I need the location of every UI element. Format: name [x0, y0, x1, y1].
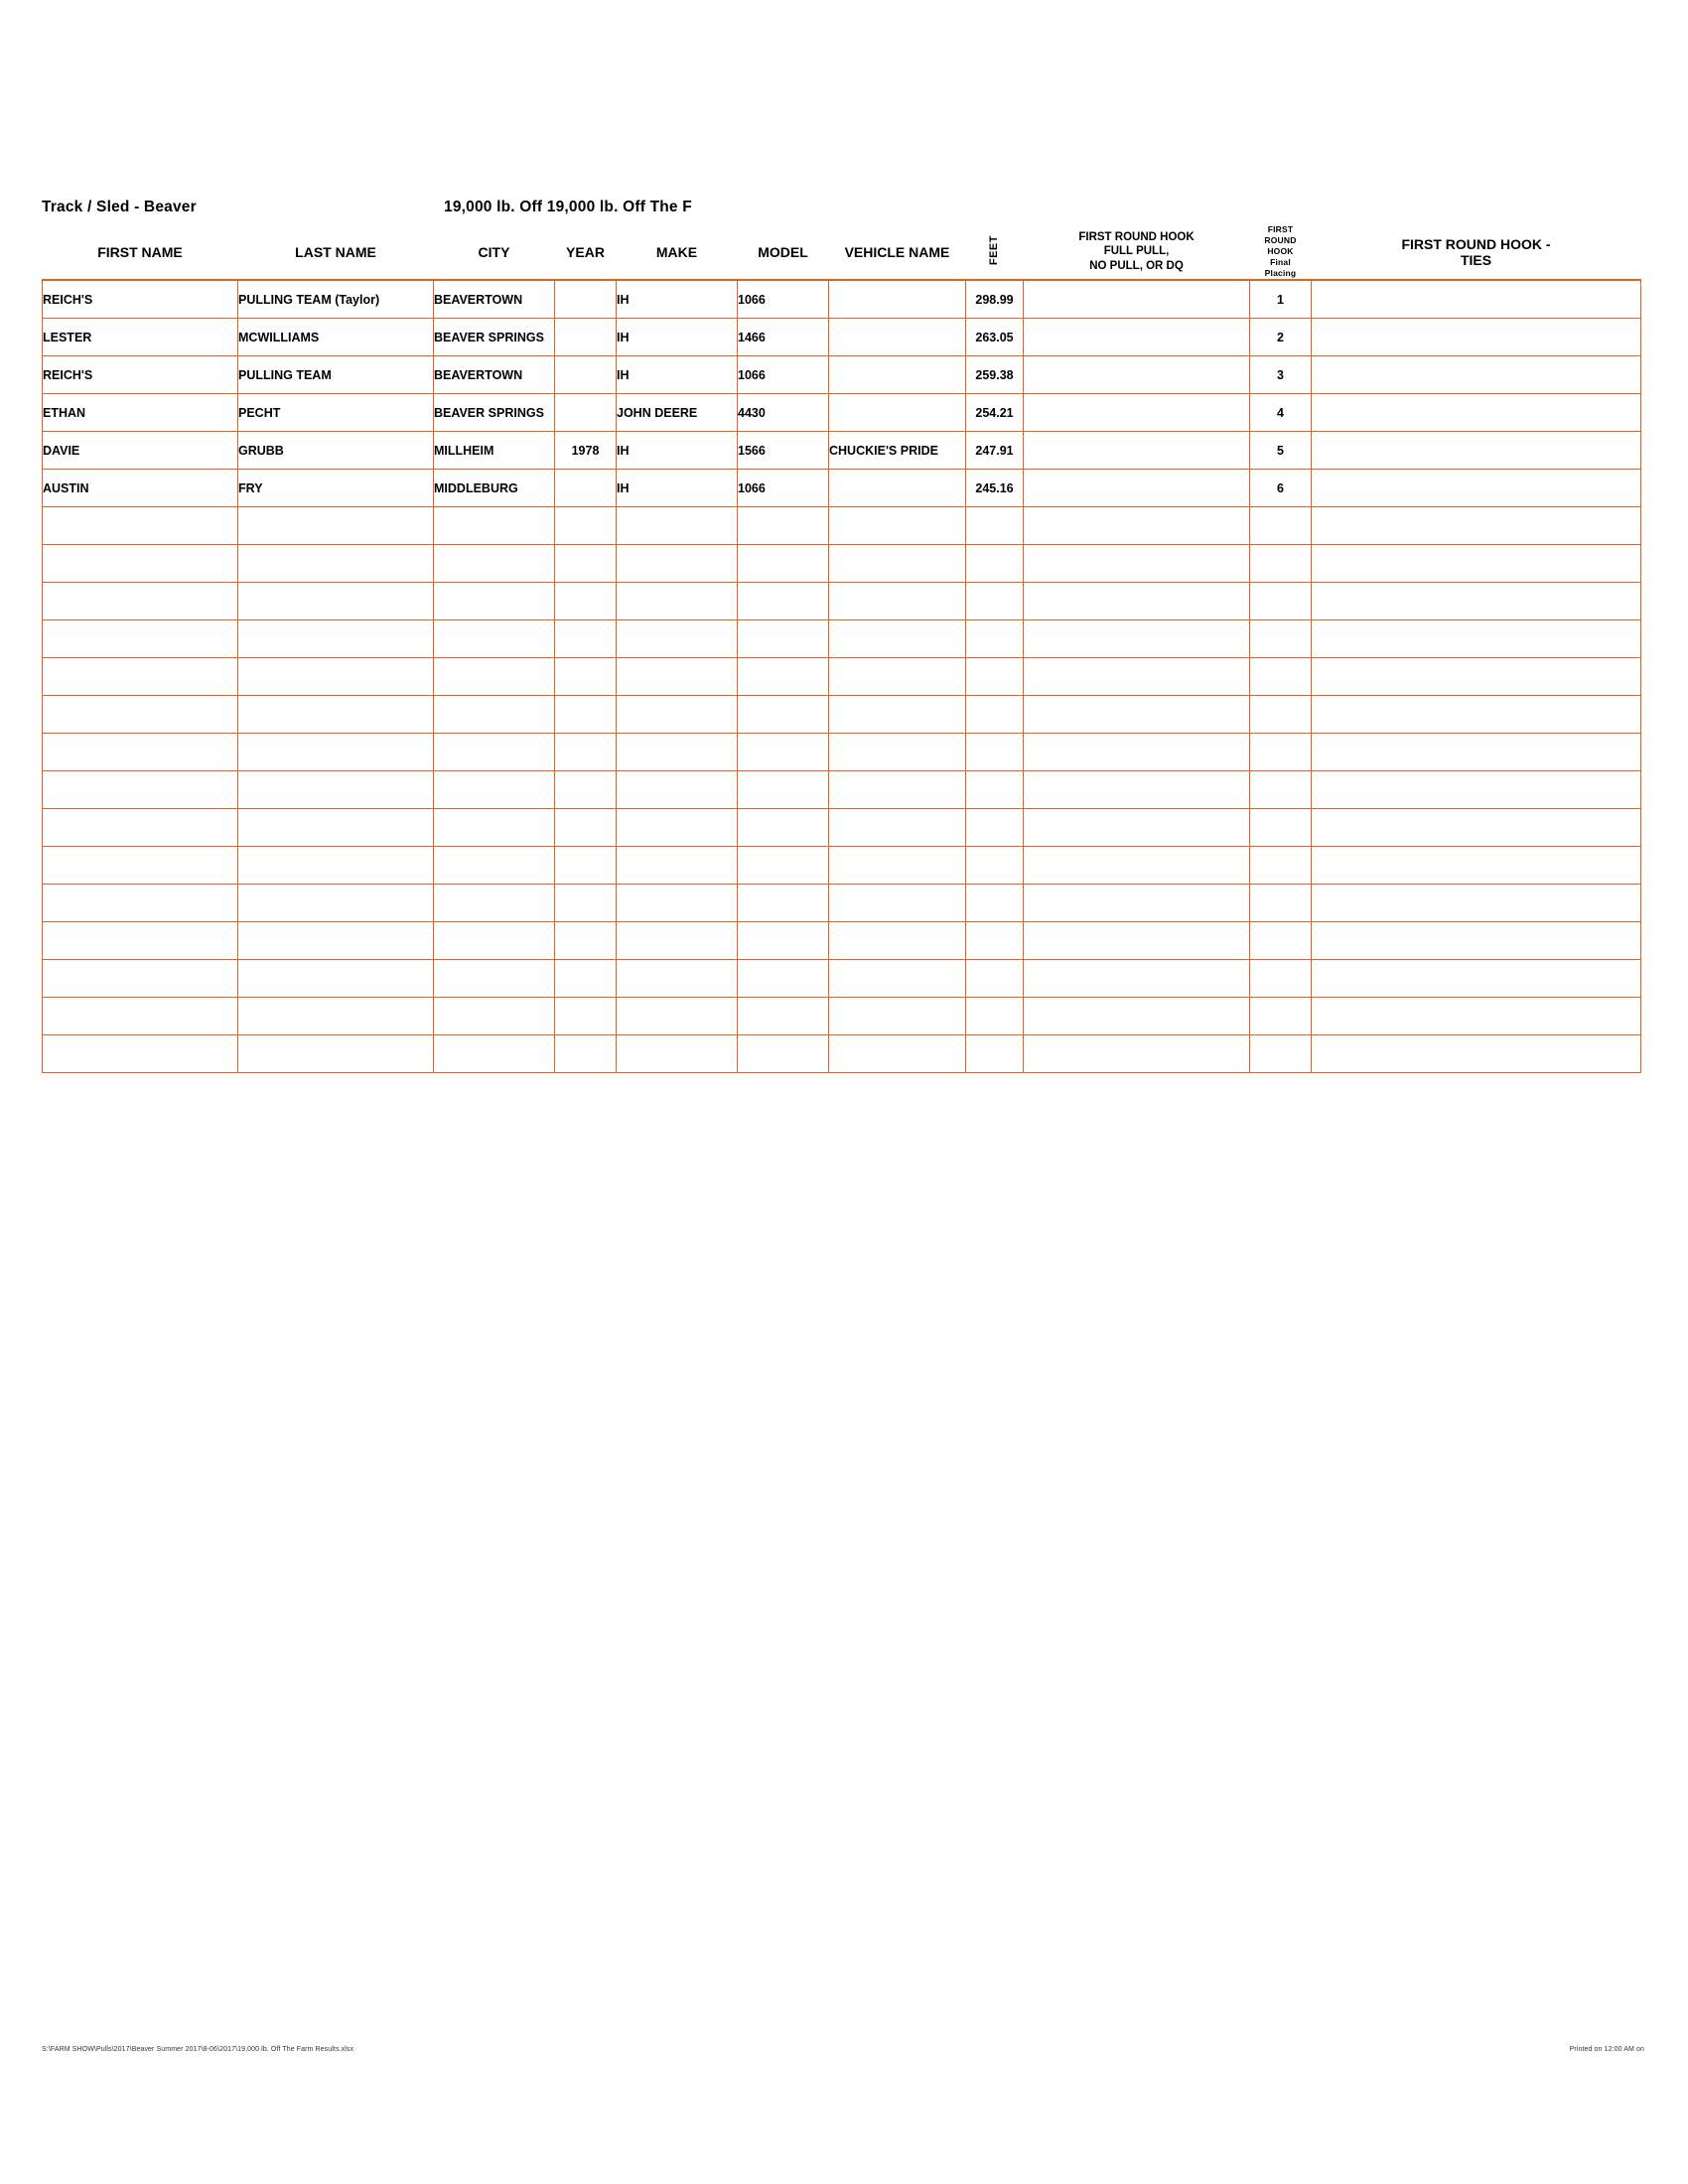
- cell-make: [617, 620, 738, 658]
- cell-first_round_hook: [1024, 960, 1250, 998]
- table-header: [43, 224, 1641, 280]
- col-header-first-round-hook: [1024, 224, 1250, 280]
- cell-feet: [966, 809, 1024, 847]
- cell-model: [738, 847, 829, 885]
- cell-last_name: [238, 1035, 434, 1073]
- cell-model: [738, 809, 829, 847]
- cell-city: [434, 507, 555, 545]
- cell-first_name: [43, 809, 238, 847]
- table-row: [43, 771, 1641, 809]
- placing-line-4: Final: [1270, 257, 1291, 268]
- cell-model: [738, 658, 829, 696]
- cell-make: [617, 734, 738, 771]
- cell-year: [555, 847, 617, 885]
- cell-ties: [1312, 658, 1641, 696]
- cell-year: [555, 583, 617, 620]
- cell-make: IH: [617, 280, 738, 319]
- full-pull-line-2: FULL PULL,: [1103, 245, 1170, 258]
- cell-model: [738, 998, 829, 1035]
- table-row: [43, 280, 1641, 319]
- cell-first_name: ETHAN: [43, 394, 238, 432]
- table-row: [43, 734, 1641, 771]
- cell-first_name: AUSTIN: [43, 470, 238, 507]
- table-row: [43, 507, 1641, 545]
- cell-final_placing: [1250, 583, 1312, 620]
- cell-first_name: [43, 583, 238, 620]
- cell-year: [555, 356, 617, 394]
- cell-first_round_hook: [1024, 771, 1250, 809]
- cell-model: 1466: [738, 319, 829, 356]
- cell-year: [555, 809, 617, 847]
- cell-feet: [966, 734, 1024, 771]
- table-row: [43, 960, 1641, 998]
- cell-final_placing: 2: [1250, 319, 1312, 356]
- cell-first_name: [43, 734, 238, 771]
- cell-model: 1066: [738, 470, 829, 507]
- cell-final_placing: [1250, 658, 1312, 696]
- ties-line-2: TIES: [1460, 251, 1492, 268]
- cell-city: [434, 620, 555, 658]
- cell-make: [617, 885, 738, 922]
- cell-first_round_hook: [1024, 922, 1250, 960]
- col-header-model: MODEL: [758, 243, 808, 260]
- cell-last_name: MCWILLIAMS: [238, 319, 434, 356]
- cell-feet: [966, 507, 1024, 545]
- cell-feet: 263.05: [966, 319, 1024, 356]
- cell-vehicle_name: [829, 960, 966, 998]
- cell-first_round_hook: [1024, 432, 1250, 470]
- cell-first_name: [43, 847, 238, 885]
- cell-first_name: DAVIE: [43, 432, 238, 470]
- cell-first_round_hook: [1024, 696, 1250, 734]
- cell-year: [555, 960, 617, 998]
- table-row: [43, 319, 1641, 356]
- cell-ties: [1312, 885, 1641, 922]
- cell-make: [617, 583, 738, 620]
- placing-line-2: ROUND: [1264, 235, 1297, 246]
- cell-feet: [966, 696, 1024, 734]
- cell-make: [617, 507, 738, 545]
- cell-vehicle_name: [829, 998, 966, 1035]
- full-pull-line-1: FIRST ROUND HOOK: [1078, 231, 1195, 244]
- cell-year: [555, 1035, 617, 1073]
- cell-city: [434, 696, 555, 734]
- cell-vehicle_name: [829, 847, 966, 885]
- cell-final_placing: [1250, 847, 1312, 885]
- table-row: [43, 1035, 1641, 1073]
- table-row: [43, 432, 1641, 470]
- cell-vehicle_name: [829, 356, 966, 394]
- class-title: 19,000 lb. Off 19,000 lb. Off The F: [444, 199, 692, 215]
- cell-model: 4430: [738, 394, 829, 432]
- cell-ties: [1312, 696, 1641, 734]
- cell-first_name: [43, 922, 238, 960]
- cell-feet: [966, 885, 1024, 922]
- cell-final_placing: [1250, 922, 1312, 960]
- cell-make: [617, 658, 738, 696]
- cell-last_name: [238, 583, 434, 620]
- cell-city: [434, 1035, 555, 1073]
- cell-first_name: [43, 771, 238, 809]
- cell-first_name: [43, 620, 238, 658]
- cell-ties: [1312, 356, 1641, 394]
- cell-vehicle_name: [829, 583, 966, 620]
- cell-last_name: [238, 658, 434, 696]
- cell-make: [617, 998, 738, 1035]
- cell-year: 1978: [555, 432, 617, 470]
- cell-ties: [1312, 394, 1641, 432]
- table-row: [43, 922, 1641, 960]
- cell-model: [738, 583, 829, 620]
- cell-make: [617, 847, 738, 885]
- cell-ties: [1312, 847, 1641, 885]
- cell-last_name: [238, 545, 434, 583]
- cell-year: [555, 280, 617, 319]
- cell-feet: [966, 998, 1024, 1035]
- cell-feet: 254.21: [966, 394, 1024, 432]
- col-header-final-placing: [1250, 224, 1312, 280]
- cell-last_name: [238, 809, 434, 847]
- cell-year: [555, 771, 617, 809]
- cell-make: [617, 771, 738, 809]
- table-row: [43, 583, 1641, 620]
- cell-ties: [1312, 583, 1641, 620]
- cell-ties: [1312, 470, 1641, 507]
- cell-year: [555, 620, 617, 658]
- cell-vehicle_name: [829, 280, 966, 319]
- cell-vehicle_name: [829, 771, 966, 809]
- cell-city: MIDDLEBURG: [434, 470, 555, 507]
- cell-city: [434, 998, 555, 1035]
- col-header-city: CITY: [478, 243, 510, 260]
- cell-vehicle_name: [829, 394, 966, 432]
- cell-first_round_hook: [1024, 280, 1250, 319]
- cell-ties: [1312, 998, 1641, 1035]
- cell-year: [555, 998, 617, 1035]
- cell-city: BEAVER SPRINGS: [434, 394, 555, 432]
- cell-city: BEAVERTOWN: [434, 280, 555, 319]
- table-row: [43, 394, 1641, 432]
- cell-make: IH: [617, 432, 738, 470]
- cell-year: [555, 507, 617, 545]
- cell-year: [555, 885, 617, 922]
- cell-model: 1566: [738, 432, 829, 470]
- cell-last_name: [238, 847, 434, 885]
- cell-last_name: [238, 960, 434, 998]
- cell-last_name: GRUBB: [238, 432, 434, 470]
- cell-last_name: [238, 885, 434, 922]
- cell-ties: [1312, 734, 1641, 771]
- cell-ties: [1312, 1035, 1641, 1073]
- cell-model: [738, 771, 829, 809]
- cell-city: [434, 658, 555, 696]
- cell-vehicle_name: [829, 922, 966, 960]
- cell-model: 1066: [738, 356, 829, 394]
- cell-feet: [966, 922, 1024, 960]
- cell-last_name: [238, 620, 434, 658]
- cell-vehicle_name: [829, 658, 966, 696]
- cell-final_placing: [1250, 507, 1312, 545]
- cell-first_round_hook: [1024, 394, 1250, 432]
- cell-last_name: [238, 507, 434, 545]
- cell-feet: [966, 960, 1024, 998]
- cell-final_placing: 1: [1250, 280, 1312, 319]
- cell-first_name: [43, 998, 238, 1035]
- cell-ties: [1312, 620, 1641, 658]
- cell-last_name: [238, 998, 434, 1035]
- cell-first_name: [43, 507, 238, 545]
- full-pull-line-3: NO PULL, OR DQ: [1089, 259, 1184, 272]
- cell-vehicle_name: [829, 620, 966, 658]
- table-row: [43, 545, 1641, 583]
- table-row: [43, 696, 1641, 734]
- header-row: [43, 224, 1641, 280]
- cell-last_name: PULLING TEAM: [238, 356, 434, 394]
- placing-line-5: Placing: [1264, 268, 1297, 279]
- cell-make: IH: [617, 470, 738, 507]
- col-header-vehicle-name: VEHICLE NAME: [844, 243, 950, 260]
- cell-vehicle_name: [829, 1035, 966, 1073]
- cell-ties: [1312, 771, 1641, 809]
- cell-city: [434, 545, 555, 583]
- track-sled-title: Track / Sled - Beaver: [42, 199, 197, 215]
- cell-vehicle_name: CHUCKIE'S PRIDE: [829, 432, 966, 470]
- cell-make: [617, 809, 738, 847]
- cell-feet: [966, 545, 1024, 583]
- cell-city: [434, 734, 555, 771]
- cell-ties: [1312, 280, 1641, 319]
- cell-make: [617, 545, 738, 583]
- table-body: [43, 280, 1641, 1073]
- cell-model: [738, 734, 829, 771]
- table-row: [43, 885, 1641, 922]
- cell-feet: [966, 847, 1024, 885]
- table-row: [43, 809, 1641, 847]
- cell-last_name: [238, 734, 434, 771]
- col-header-make: MAKE: [655, 243, 698, 260]
- cell-ties: [1312, 545, 1641, 583]
- cell-city: [434, 885, 555, 922]
- cell-final_placing: [1250, 734, 1312, 771]
- cell-final_placing: [1250, 885, 1312, 922]
- cell-first_round_hook: [1024, 620, 1250, 658]
- cell-model: [738, 885, 829, 922]
- cell-city: BEAVERTOWN: [434, 356, 555, 394]
- col-header-feet: [966, 224, 1024, 280]
- cell-city: [434, 847, 555, 885]
- cell-model: 1066: [738, 280, 829, 319]
- cell-vehicle_name: [829, 885, 966, 922]
- cell-final_placing: [1250, 545, 1312, 583]
- cell-ties: [1312, 809, 1641, 847]
- cell-first_round_hook: [1024, 507, 1250, 545]
- cell-final_placing: 6: [1250, 470, 1312, 507]
- cell-final_placing: [1250, 998, 1312, 1035]
- cell-city: BEAVER SPRINGS: [434, 319, 555, 356]
- cell-first_round_hook: [1024, 319, 1250, 356]
- page-footer: [42, 2046, 1644, 2053]
- cell-year: [555, 470, 617, 507]
- cell-final_placing: 4: [1250, 394, 1312, 432]
- cell-ties: [1312, 960, 1641, 998]
- cell-model: [738, 696, 829, 734]
- cell-first_name: [43, 885, 238, 922]
- cell-feet: 298.99: [966, 280, 1024, 319]
- cell-model: [738, 1035, 829, 1073]
- cell-make: [617, 1035, 738, 1073]
- cell-last_name: [238, 771, 434, 809]
- cell-make: [617, 960, 738, 998]
- cell-final_placing: [1250, 620, 1312, 658]
- cell-first_name: [43, 545, 238, 583]
- cell-vehicle_name: [829, 696, 966, 734]
- cell-year: [555, 696, 617, 734]
- cell-final_placing: [1250, 1035, 1312, 1073]
- cell-first_round_hook: [1024, 1035, 1250, 1073]
- cell-first_round_hook: [1024, 356, 1250, 394]
- cell-ties: [1312, 319, 1641, 356]
- cell-last_name: PULLING TEAM (Taylor): [238, 280, 434, 319]
- cell-year: [555, 734, 617, 771]
- footer-file-path: S:\FARM SHOW\Pulls\2017\Beaver Summer 2017\8-06\2017\19,000 lb. Off The Farm Results.xlsx: [42, 2046, 354, 2053]
- cell-first_round_hook: [1024, 545, 1250, 583]
- cell-city: [434, 583, 555, 620]
- cell-year: [555, 319, 617, 356]
- results-table: [42, 224, 1641, 1073]
- cell-vehicle_name: [829, 545, 966, 583]
- cell-vehicle_name: [829, 507, 966, 545]
- cell-vehicle_name: [829, 734, 966, 771]
- cell-make: JOHN DEERE: [617, 394, 738, 432]
- footer-print-stamp: Printed on 12:00 AM on: [1569, 2046, 1644, 2053]
- cell-first_round_hook: [1024, 583, 1250, 620]
- cell-first_round_hook: [1024, 809, 1250, 847]
- cell-city: [434, 771, 555, 809]
- cell-feet: [966, 583, 1024, 620]
- cell-vehicle_name: [829, 470, 966, 507]
- cell-first_name: [43, 1035, 238, 1073]
- cell-first_round_hook: [1024, 470, 1250, 507]
- cell-city: MILLHEIM: [434, 432, 555, 470]
- cell-feet: 259.38: [966, 356, 1024, 394]
- ties-line-1: FIRST ROUND HOOK -: [1401, 235, 1551, 252]
- cell-feet: [966, 620, 1024, 658]
- cell-final_placing: [1250, 960, 1312, 998]
- cell-model: [738, 960, 829, 998]
- cell-year: [555, 658, 617, 696]
- table-row: [43, 470, 1641, 507]
- cell-final_placing: [1250, 809, 1312, 847]
- cell-ties: [1312, 432, 1641, 470]
- cell-first_round_hook: [1024, 734, 1250, 771]
- cell-first_round_hook: [1024, 658, 1250, 696]
- cell-last_name: FRY: [238, 470, 434, 507]
- cell-model: [738, 507, 829, 545]
- cell-make: IH: [617, 319, 738, 356]
- cell-final_placing: 5: [1250, 432, 1312, 470]
- cell-make: IH: [617, 356, 738, 394]
- cell-vehicle_name: [829, 319, 966, 356]
- cell-feet: 247.91: [966, 432, 1024, 470]
- table-row: [43, 847, 1641, 885]
- cell-model: [738, 545, 829, 583]
- placing-line-1: FIRST: [1267, 224, 1294, 234]
- col-header-last-name: LAST NAME: [295, 243, 376, 260]
- cell-feet: [966, 1035, 1024, 1073]
- cell-first_round_hook: [1024, 847, 1250, 885]
- table-row: [43, 620, 1641, 658]
- cell-make: [617, 696, 738, 734]
- cell-feet: [966, 771, 1024, 809]
- cell-first_name: [43, 696, 238, 734]
- cell-first_name: LESTER: [43, 319, 238, 356]
- cell-year: [555, 922, 617, 960]
- cell-last_name: [238, 922, 434, 960]
- cell-city: [434, 960, 555, 998]
- cell-make: [617, 922, 738, 960]
- cell-ties: [1312, 922, 1641, 960]
- cell-final_placing: [1250, 771, 1312, 809]
- cell-vehicle_name: [829, 809, 966, 847]
- cell-feet: 245.16: [966, 470, 1024, 507]
- cell-year: [555, 394, 617, 432]
- table-row: [43, 356, 1641, 394]
- cell-first_name: [43, 960, 238, 998]
- cell-model: [738, 922, 829, 960]
- cell-final_placing: [1250, 696, 1312, 734]
- cell-first_name: REICH'S: [43, 280, 238, 319]
- cell-first_name: REICH'S: [43, 356, 238, 394]
- placing-line-3: HOOK: [1267, 246, 1294, 257]
- col-header-feet-label: FEET: [988, 235, 1001, 266]
- cell-first_name: [43, 658, 238, 696]
- col-header-ties: [1312, 224, 1641, 280]
- cell-ties: [1312, 507, 1641, 545]
- cell-city: [434, 922, 555, 960]
- cell-last_name: PECHT: [238, 394, 434, 432]
- cell-last_name: [238, 696, 434, 734]
- table-row: [43, 658, 1641, 696]
- cell-feet: [966, 658, 1024, 696]
- col-header-year: YEAR: [566, 243, 605, 260]
- cell-year: [555, 545, 617, 583]
- table-row: [43, 998, 1641, 1035]
- cell-city: [434, 809, 555, 847]
- cell-model: [738, 620, 829, 658]
- cell-final_placing: 3: [1250, 356, 1312, 394]
- sheet-title-row: [42, 191, 1640, 216]
- cell-first_round_hook: [1024, 998, 1250, 1035]
- col-header-first-name: FIRST NAME: [97, 243, 183, 260]
- results-sheet: [42, 191, 1640, 1073]
- cell-first_round_hook: [1024, 885, 1250, 922]
